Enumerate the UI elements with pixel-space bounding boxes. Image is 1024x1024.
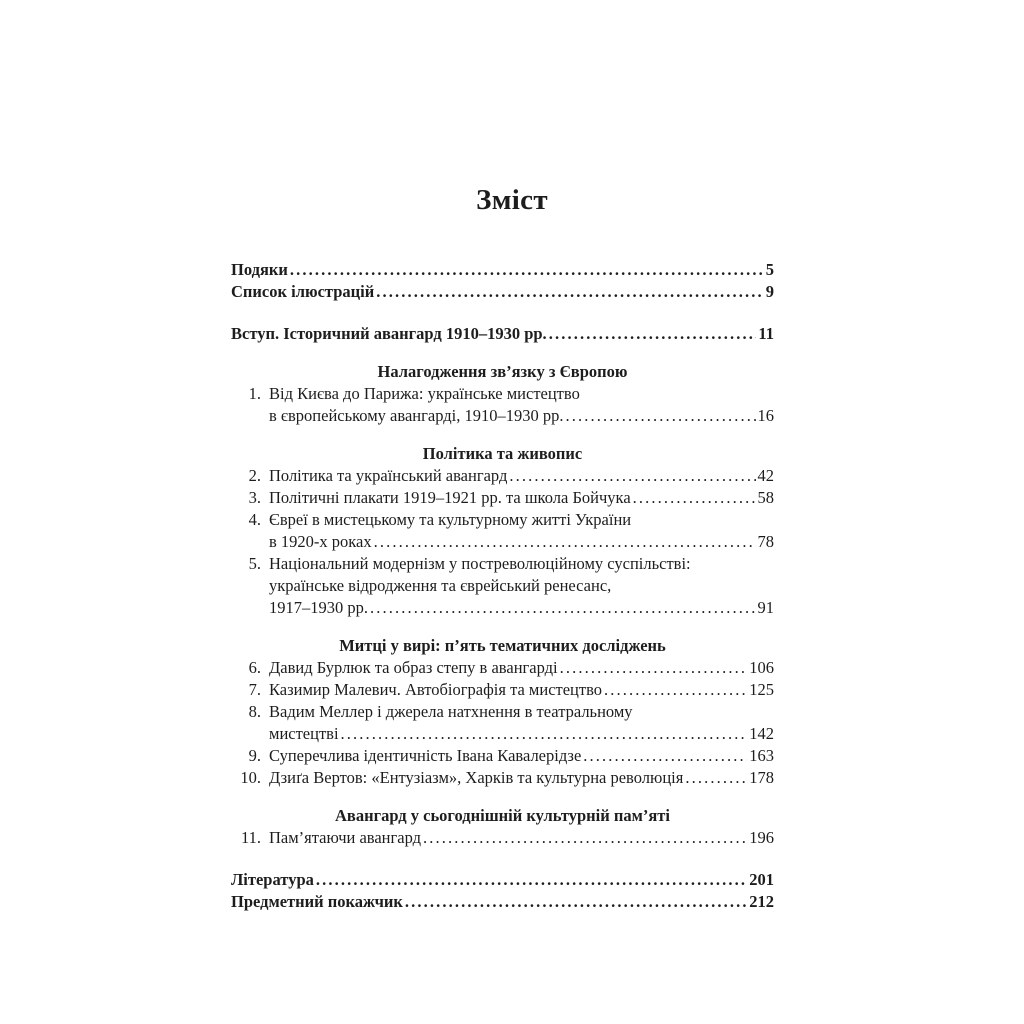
chapter-number: 4. bbox=[248, 510, 261, 529]
toc-entry-subject-index[interactable] bbox=[231, 891, 774, 913]
toc-entry-chapter-8[interactable] bbox=[231, 701, 774, 745]
toc-entry-title-line: українське відродження та єврейський ренесанс, bbox=[269, 576, 612, 595]
toc-page-number: 78 bbox=[757, 532, 774, 551]
toc-entry-title: Подяки bbox=[231, 260, 288, 279]
toc-page-number: 106 bbox=[749, 658, 774, 677]
toc-entry-title-line: Від Києва до Парижа: українське мистецтво bbox=[269, 384, 580, 403]
toc-page-number: 42 bbox=[757, 466, 774, 485]
toc-page-number: 16 bbox=[757, 406, 774, 425]
dot-leader bbox=[604, 679, 747, 701]
toc-entry-title-line: в 1920-х роках bbox=[269, 532, 372, 551]
toc-entry-title-line: мистецтві bbox=[269, 724, 339, 743]
dot-leader bbox=[583, 745, 747, 767]
chapter-number: 7. bbox=[248, 680, 261, 699]
dot-leader bbox=[374, 531, 756, 553]
dot-leader bbox=[549, 323, 757, 345]
toc-entry-title-line: в європейському авангарді, 1910–1930 рр. bbox=[269, 406, 564, 425]
dot-leader bbox=[341, 723, 748, 745]
page-title: Зміст bbox=[476, 184, 548, 216]
toc-entry-title: Давид Бурлюк та образ степу в авангарді bbox=[269, 658, 558, 677]
toc-page-number: 11 bbox=[758, 324, 774, 343]
toc-entry-chapter-4[interactable] bbox=[231, 509, 774, 553]
dot-leader bbox=[565, 405, 755, 427]
toc-entry-title: Література bbox=[231, 870, 314, 889]
toc-entry-title: Дзиґа Вертов: «Ентузіазм», Харків та культурна революція bbox=[269, 768, 684, 787]
dot-leader bbox=[560, 657, 748, 679]
chapter-number: 5. bbox=[248, 554, 261, 573]
toc-entry-illustrations[interactable] bbox=[231, 281, 774, 303]
toc-page-number: 5 bbox=[765, 260, 774, 279]
chapter-number: 8. bbox=[248, 702, 261, 721]
toc-entry-title: Список ілюстрацій bbox=[231, 282, 375, 301]
toc-page-number: 163 bbox=[749, 746, 774, 765]
section-heading: Політика та живопис bbox=[422, 444, 583, 463]
chapter-number: 10. bbox=[240, 768, 261, 787]
toc-entry-introduction[interactable] bbox=[231, 323, 774, 345]
dot-leader bbox=[316, 869, 747, 891]
dot-leader bbox=[370, 597, 756, 619]
toc-page-number: 58 bbox=[757, 488, 774, 507]
toc-entry-title: Казимир Малевич. Автобіографія та мистецтво bbox=[269, 680, 603, 699]
toc-entry-title-line: Національний модернізм у постреволюційному суспільстві: bbox=[269, 554, 691, 573]
toc-entry-title: Пам’ятаючи авангард bbox=[269, 828, 422, 847]
toc-entry-title: Предметний покажчик bbox=[231, 892, 403, 911]
toc-entry-bibliography[interactable] bbox=[231, 869, 774, 891]
chapter-number: 9. bbox=[248, 746, 261, 765]
dot-leader bbox=[290, 259, 764, 281]
toc-entry-chapter-7[interactable] bbox=[231, 679, 774, 701]
toc-entry-title: Вступ. Історичний авангард 1910–1930 рр. bbox=[231, 324, 547, 343]
toc-page-number: 196 bbox=[749, 828, 774, 847]
dot-leader bbox=[633, 487, 756, 509]
toc-entry-title: Суперечлива ідентичність Івана Кавалерідзе bbox=[269, 746, 582, 765]
toc-page-number: 9 bbox=[765, 282, 774, 301]
toc-page-number: 201 bbox=[749, 870, 774, 889]
toc-entry-chapter-9[interactable] bbox=[231, 745, 774, 767]
toc-entry-chapter-3[interactable] bbox=[231, 487, 774, 509]
chapter-number: 3. bbox=[248, 488, 261, 507]
dot-leader bbox=[405, 891, 747, 913]
toc-entry-chapter-11[interactable] bbox=[231, 827, 774, 849]
dot-leader bbox=[685, 767, 747, 789]
toc-page-number: 178 bbox=[749, 768, 774, 787]
section-heading: Налагодження зв’язку з Європою bbox=[377, 362, 628, 381]
toc-entry-chapter-2[interactable] bbox=[231, 465, 774, 487]
chapter-number: 1. bbox=[248, 384, 261, 403]
toc-entry-title-line: Євреї в мистецькому та культурному житті України bbox=[269, 510, 632, 529]
toc-entry-chapter-10[interactable] bbox=[231, 767, 774, 789]
section-heading: Митці у вирі: п’ять тематичних досліджень bbox=[339, 636, 666, 655]
toc-entry-chapter-6[interactable] bbox=[231, 657, 774, 679]
dot-leader bbox=[376, 281, 764, 303]
chapter-number: 11. bbox=[240, 828, 261, 847]
toc-page-number: 212 bbox=[749, 892, 774, 911]
toc-entry-acknowledgements[interactable] bbox=[231, 259, 774, 281]
section-heading: Авангард у сьогоднішній культурній пам’яті bbox=[335, 806, 670, 825]
toc-page-number: 142 bbox=[749, 724, 774, 743]
toc-entry-title: Політичні плакати 1919–1921 рр. та школа Бойчука bbox=[269, 488, 631, 507]
toc-page-number: 91 bbox=[757, 598, 774, 617]
chapter-number: 2. bbox=[248, 466, 261, 485]
toc-page-number: 125 bbox=[749, 680, 774, 699]
dot-leader bbox=[423, 827, 747, 849]
chapter-number: 6. bbox=[248, 658, 261, 677]
table-of-contents bbox=[231, 259, 774, 913]
toc-entry-chapter-5[interactable] bbox=[231, 553, 774, 619]
toc-entry-title-line: 1917–1930 рр. bbox=[269, 598, 368, 617]
dot-leader bbox=[509, 465, 755, 487]
toc-entry-chapter-1[interactable] bbox=[231, 383, 774, 427]
toc-entry-title-line: Вадим Меллер і джерела натхнення в театральному bbox=[269, 702, 633, 721]
toc-entry-title: Політика та український авангард bbox=[269, 466, 508, 485]
